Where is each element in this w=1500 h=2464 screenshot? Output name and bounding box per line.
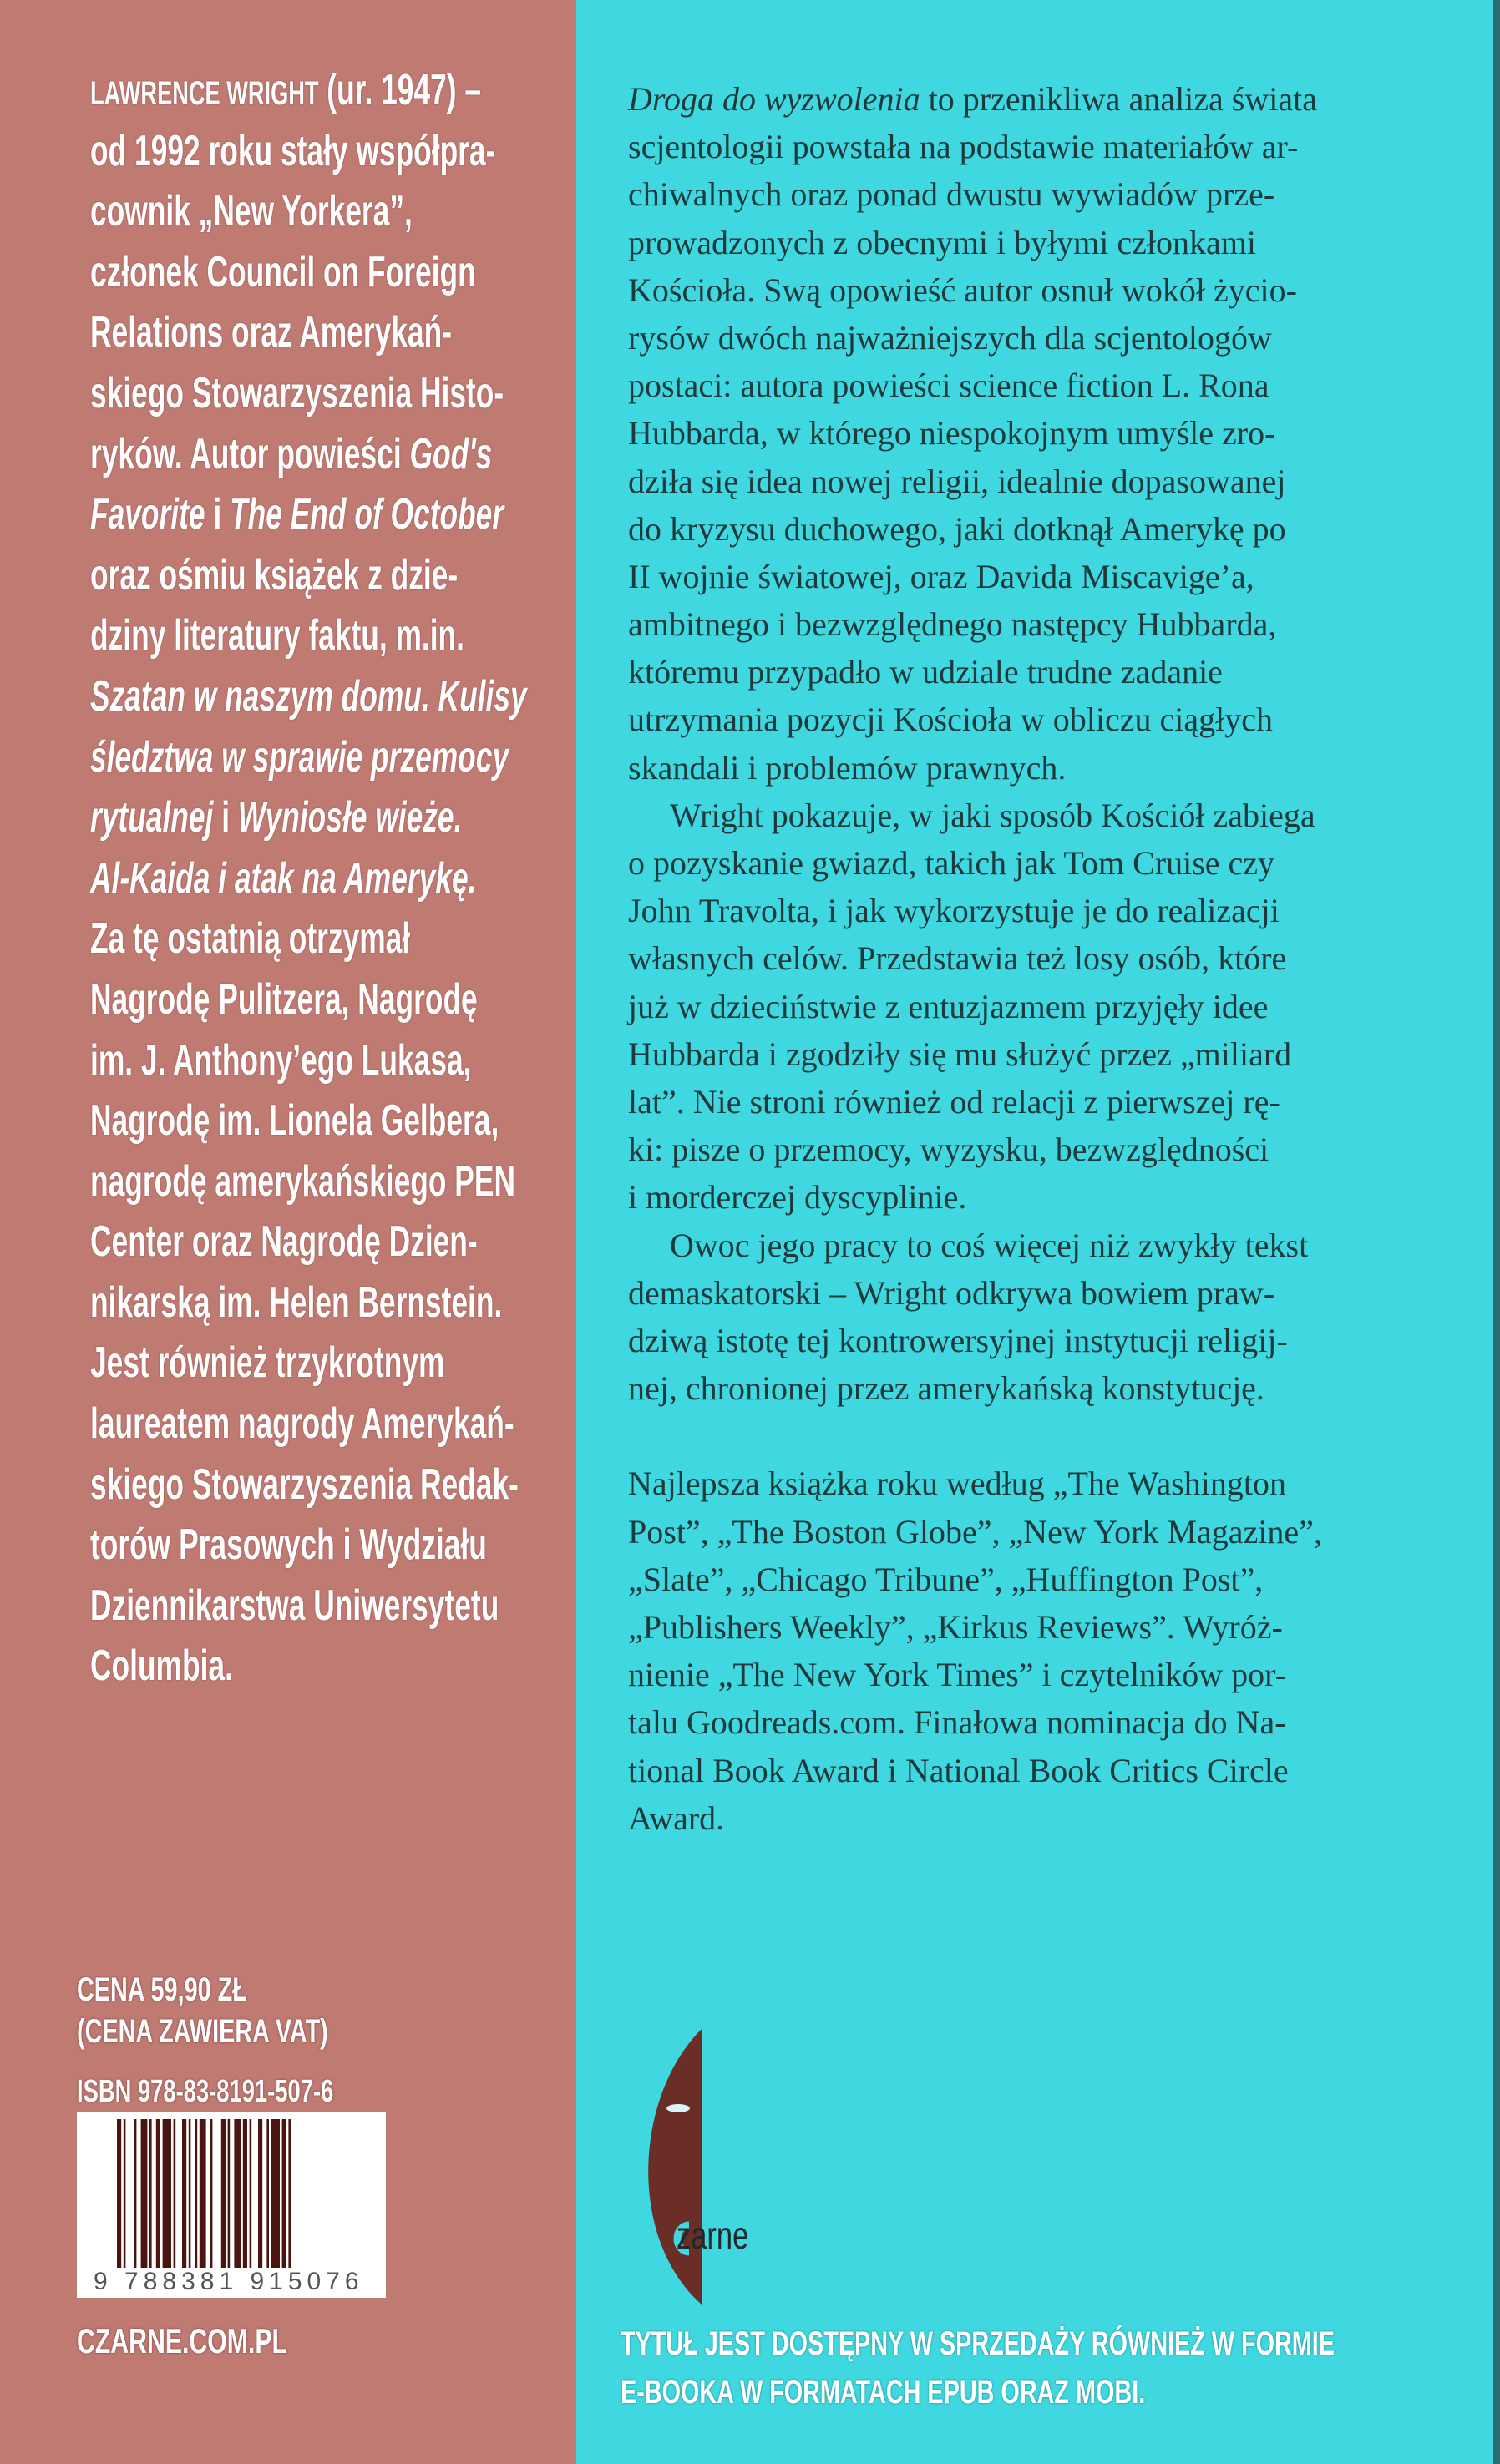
text-line <box>90 1576 545 1637</box>
text-line <box>628 123 1472 170</box>
barcode-bar <box>228 2119 231 2268</box>
text-segment: Dziennikarstwa Uniwersytetu <box>90 1581 499 1630</box>
text-segment: rytualnej <box>90 793 214 842</box>
text-line <box>628 1508 1472 1556</box>
text-segment: Owoc jego pracy to coś więcej niż zwykły tekst <box>670 1226 1309 1264</box>
text-segment: laureatem nagrody Amerykań- <box>90 1399 514 1449</box>
text-segment: ambitnego i bezwzględnego następcy Hubbarda, <box>628 605 1277 644</box>
text-segment: skiego Stowarzyszenia Histo- <box>90 368 504 417</box>
text-line <box>628 600 1472 648</box>
ebook-note-line: TYTUŁ JEST DOSTĘPNY W SPRZEDAŻY RÓWNIEŻ W FORMIE <box>621 2325 1335 2362</box>
logo-crescent <box>648 2029 702 2305</box>
text-segment: John Travolta, i jak wykorzystuje je do realizacji <box>628 892 1280 930</box>
barcode-bar <box>221 2119 226 2268</box>
text-segment: ryków. Autor powieści <box>90 429 410 478</box>
text-segment: lat”. Nie stroni również od relacji z pierwszej rę- <box>628 1082 1280 1121</box>
text-segment: Kościoła. Swą opowieść autor osnuł wokół życio- <box>628 271 1297 309</box>
text-line <box>628 1078 1472 1126</box>
text-line <box>90 969 545 1030</box>
text-segment: Center oraz Nagrodę Dzien- <box>90 1217 478 1267</box>
vat-note: (CENA ZAWIERA VAT) <box>77 2013 328 2050</box>
text-segment: ki: pisze o przemocy, wyzysku, bezwzględności <box>628 1131 1269 1169</box>
text-line <box>628 1126 1472 1173</box>
text-line <box>90 1333 545 1394</box>
text-segment: od 1992 roku stały współpra- <box>90 126 496 175</box>
barcode-bar <box>195 2119 198 2268</box>
text-segment: i <box>205 490 231 539</box>
text-segment: Al-Kaida i atak na Amerykę. <box>90 853 477 903</box>
text-segment: Nagrodę im. Lionela Gelbera, <box>90 1096 499 1146</box>
text-line <box>628 1651 1472 1698</box>
text-segment: Hubbarda, w którego niespokojnym umyśle zro- <box>628 414 1276 453</box>
text-segment: Droga do wyzwolenia <box>628 80 920 118</box>
text-line <box>628 266 1472 314</box>
text-segment: nagrodę amerykańskiego PEN <box>90 1156 515 1206</box>
text-line <box>90 848 545 909</box>
text-line <box>628 1794 1472 1842</box>
text-segment: Jest również trzykrotnym <box>90 1338 445 1388</box>
text-segment: Wyniosłe wieże. <box>237 793 463 842</box>
text-line <box>90 1212 545 1272</box>
text-line <box>628 696 1472 743</box>
barcode-bar <box>200 2119 206 2268</box>
text-line <box>628 887 1472 934</box>
text-line <box>628 553 1472 600</box>
barcode-bar <box>134 2119 137 2268</box>
text-segment: demaskatorski – Wright odkrywa bowiem praw- <box>628 1273 1275 1312</box>
text-line <box>628 983 1472 1030</box>
barcode-bar <box>174 2119 176 2268</box>
text-line <box>90 302 545 363</box>
text-line <box>628 1364 1472 1412</box>
text-segment: skiego Stowarzyszenia Redak- <box>90 1460 519 1509</box>
barcode-bar <box>282 2119 286 2268</box>
publisher-website: CZARNE.COM.PL <box>77 2321 287 2360</box>
barcode-bar <box>210 2119 213 2268</box>
text-line <box>628 1747 1472 1794</box>
text-segment: to przenikliwa analiza świata <box>920 80 1317 118</box>
text-segment: Award. <box>628 1799 725 1837</box>
text-line <box>628 792 1472 839</box>
text-segment: talu Goodreads.com. Finałowa nominacja do Na- <box>628 1703 1286 1742</box>
text-segment: scjentologii powstała na podstawie materiałów ar- <box>628 128 1299 166</box>
text-segment: „Publishers Weekly”, „Kirkus Reviews”. Wyróż- <box>628 1608 1283 1646</box>
ebook-note-line: E-BOOKA W FORMATACH EPUB ORAZ MOBI. <box>621 2374 1146 2411</box>
text-line <box>628 648 1472 696</box>
text-segment: Columbia. <box>90 1642 233 1691</box>
text-segment: któremu przypadło w udziale trudne zadanie <box>628 653 1223 691</box>
text-segment: utrzymania pozycji Kościoła w obliczu ciągłych <box>628 701 1273 739</box>
ebook-note <box>621 2320 1335 2416</box>
text-line <box>90 908 545 969</box>
text-segment: już w dzieciństwie z entuzjazmem przyjęły idee <box>628 987 1269 1025</box>
text-line <box>628 1603 1472 1651</box>
text-segment: dziła się idea nowej religii, idealnie dopasowanej <box>628 462 1286 500</box>
price: CENA 59,90 ZŁ <box>77 1971 247 2008</box>
text-line <box>90 1455 545 1515</box>
text-segment: rysów dwóch najważniejszych dla scjentologów <box>628 318 1272 357</box>
text-segment: skandali i problemów prawnych. <box>628 748 1067 787</box>
barcode-bar <box>141 2119 148 2268</box>
text-segment: im. J. Anthony’ego Lukasa, <box>90 1035 472 1085</box>
text-line <box>90 1272 545 1333</box>
text-line <box>628 362 1472 409</box>
text-line <box>628 1269 1472 1317</box>
text-segment: śledztwa w sprawie przemocy <box>90 732 509 782</box>
text-line <box>90 605 545 666</box>
text-line <box>628 458 1472 505</box>
text-line <box>628 409 1472 457</box>
text-line <box>90 181 545 242</box>
logo-eye <box>666 2104 690 2112</box>
text-segment: dziny literatury faktu, m.in. <box>90 611 464 660</box>
text-segment: oraz ośmiu książek z dzie- <box>90 550 459 600</box>
text-segment: o pozyskanie gwiazd, takich jak Tom Cruise czy <box>628 844 1275 882</box>
text-line <box>90 1636 545 1697</box>
text-line <box>628 1460 1472 1507</box>
text-line <box>90 787 545 848</box>
text-line <box>90 727 545 788</box>
text-segment: i morderczej dyscyplinie. <box>628 1178 967 1217</box>
text-line <box>628 934 1472 982</box>
text-segment: dziwą istotę tej kontrowersyjnej instytucji religij- <box>628 1321 1288 1359</box>
text-segment: członek Council on Foreign <box>90 247 476 296</box>
text-segment: Post”, „The Boston Globe”, „New York Magazine”, <box>628 1512 1322 1551</box>
text-segment: postaci: autora powieści science fiction L. Rona <box>628 367 1269 405</box>
barcode-bar <box>243 2119 247 2268</box>
barcode <box>77 2112 386 2298</box>
text-line <box>628 505 1472 553</box>
text-line <box>628 1222 1472 1269</box>
barcode-bar <box>149 2119 152 2268</box>
text-line <box>628 75 1472 123</box>
text-segment: God's <box>409 429 493 478</box>
text-line <box>628 744 1472 792</box>
text-segment: i <box>213 793 238 842</box>
text-line <box>628 1556 1472 1603</box>
logo-wordmark: zarne <box>677 2214 749 2257</box>
barcode-bar <box>124 2119 126 2268</box>
barcode-bar <box>189 2119 191 2268</box>
text-line <box>628 219 1472 266</box>
barcode-bar <box>271 2119 280 2268</box>
text-line <box>628 1412 1472 1460</box>
text-line <box>90 363 545 424</box>
barcode-digits: 9 788381 915076 <box>94 2268 364 2295</box>
barcode-bar <box>266 2119 269 2268</box>
text-segment: cownik „New Yorkera”, <box>90 187 413 236</box>
text-line <box>90 545 545 606</box>
text-segment: The End of October <box>230 490 504 539</box>
text-line <box>90 1090 545 1151</box>
text-segment: do kryzysu duchowego, jaki dotknął Amerykę po <box>628 509 1286 548</box>
text-segment: (ur. 1947) – <box>318 66 482 114</box>
text-line <box>90 1151 545 1212</box>
text-segment: chiwalnych oraz ponad dwustu wywiadów prze- <box>628 175 1275 214</box>
text-segment: tional Book Award i National Book Critics Circle <box>628 1751 1289 1789</box>
barcode-bar <box>182 2119 186 2268</box>
text-line <box>90 484 545 545</box>
text-segment: prowadzonych z obecnymi i byłymi członkami <box>628 223 1257 261</box>
text-line <box>90 60 545 121</box>
text-segment: Szatan w naszym domu. Kulisy <box>90 671 527 721</box>
text-line <box>90 666 545 727</box>
barcode-bar <box>163 2119 171 2268</box>
barcode-bar <box>234 2119 241 2268</box>
author-bio <box>90 60 545 1697</box>
text-segment: II wojnie światowej, oraz Davida Miscavige’a, <box>628 557 1254 595</box>
isbn: ISBN 978-83-8191-507-6 <box>77 2074 334 2109</box>
text-segment: Favorite <box>90 490 205 539</box>
barcode-bar <box>288 2119 291 2268</box>
text-segment: własnych celów. Przedstawia też losy osób, które <box>628 939 1287 978</box>
barcode-bar <box>258 2119 262 2268</box>
text-line <box>628 314 1472 362</box>
barcode-bar <box>156 2119 160 2268</box>
text-segment: Nagrodę Pulitzera, Nagrodę <box>90 974 478 1024</box>
text-segment: torów Prasowych i Wydziału <box>90 1520 487 1570</box>
text-segment: nienie „The New York Times” i czytelników por- <box>628 1656 1286 1694</box>
text-line <box>90 1030 545 1091</box>
text-line <box>628 1173 1472 1221</box>
text-line <box>628 839 1472 887</box>
text-line <box>90 424 545 485</box>
text-line <box>628 1317 1472 1364</box>
text-line <box>628 170 1472 218</box>
text-line <box>628 1030 1472 1078</box>
text-segment: „Slate”, „Chicago Tribune”, „Huffington Post”, <box>628 1560 1264 1598</box>
price-block <box>77 1969 328 2052</box>
text-segment: Wright pokazuje, w jaki sposób Kościół zabiega <box>670 796 1315 834</box>
text-line <box>628 1698 1472 1746</box>
text-line <box>90 1515 545 1576</box>
book-description <box>628 75 1472 1842</box>
barcode-bar <box>250 2119 252 2268</box>
barcode-bar <box>117 2119 121 2268</box>
cover-edge <box>1493 0 1500 2464</box>
text-segment: Najlepsza książka roku według „The Washington <box>628 1465 1287 1503</box>
text-line <box>90 242 545 303</box>
text-segment: Relations oraz Amerykań- <box>90 308 452 357</box>
text-segment: nej, chronionej przez amerykańską konstytucję. <box>628 1369 1264 1408</box>
text-segment: Hubbarda i zgodziły się mu służyć przez „miliard <box>628 1035 1292 1073</box>
text-segment: LAWRENCE WRIGHT <box>90 75 319 112</box>
text-segment: nikarską im. Helen Bernstein. <box>90 1278 503 1327</box>
czarne-logo-icon <box>618 2029 802 2305</box>
text-line <box>90 1394 545 1455</box>
text-segment: Za tę ostatnią otrzymał <box>90 914 411 964</box>
text-line <box>90 121 545 182</box>
